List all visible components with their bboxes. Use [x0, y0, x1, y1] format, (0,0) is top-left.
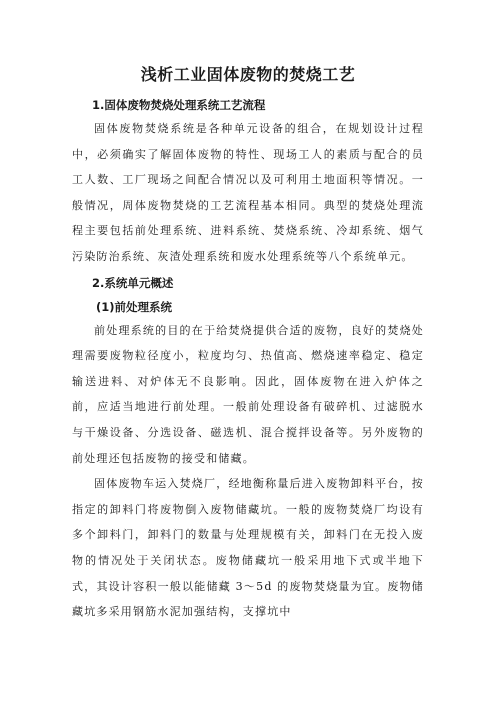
paragraph-3: 固体废物车运入焚烧厂，经地衡称量后进入废物卸料平台，按指定的卸料门将废物倒入废物储藏坑。一般的废物焚烧厂均设有多个卸料门，卸料门的数量与处理规模有关，卸料门在无投入废物的情况处于关闭状态。废物储藏坑一般采用地下式或半地下式，其设计容积一般以能储藏 3～5d 的废物焚烧量为宜。废物储藏坑多采用钢筋水泥加强结构，支撑坑中	[72, 477, 424, 619]
paragraph-2: 前处理系统的目的在于给焚烧提供合适的废物，良好的焚烧处理需要废物粒径度小，粒度均匀、热值高、燃烧速率稳定、稳定输送进料、对炉体无不良影响。因此，固体废物在进入炉体之前，应适当地进行前处理。一般前处理设备有破碎机、过滤脱水与干燥设备、分选设备、磁选机、混合搅拌设备等。另外废物的前处理还包括废物的接受和储藏。	[72, 323, 424, 465]
section-heading-1: 1.固体废物焚烧处理系统工艺流程	[92, 98, 266, 112]
section-heading-2: 2.系统单元概述	[92, 275, 174, 290]
paragraph-1: 固体废物焚烧系统是各种单元设备的组合，在规划设计过程中，必须确实了解固体废物的特性、现场工人的素质与配合的员工人数、工厂现场之间配合情况以及可利用土地面积等情况。一般情况，周体废物焚烧的工艺流程基本相同。典型的焚烧处理流程主要包括前处理系统、进料系统、焚烧系统、冷却系统、烟气污染防治系统、灰渣处理系统和废水处理系统等八个系统单元。	[72, 122, 424, 263]
document-title: 浅析工业固体废物的焚烧工艺	[140, 65, 356, 84]
subsection-heading-pretreatment: (1)前处理系统	[96, 299, 173, 314]
